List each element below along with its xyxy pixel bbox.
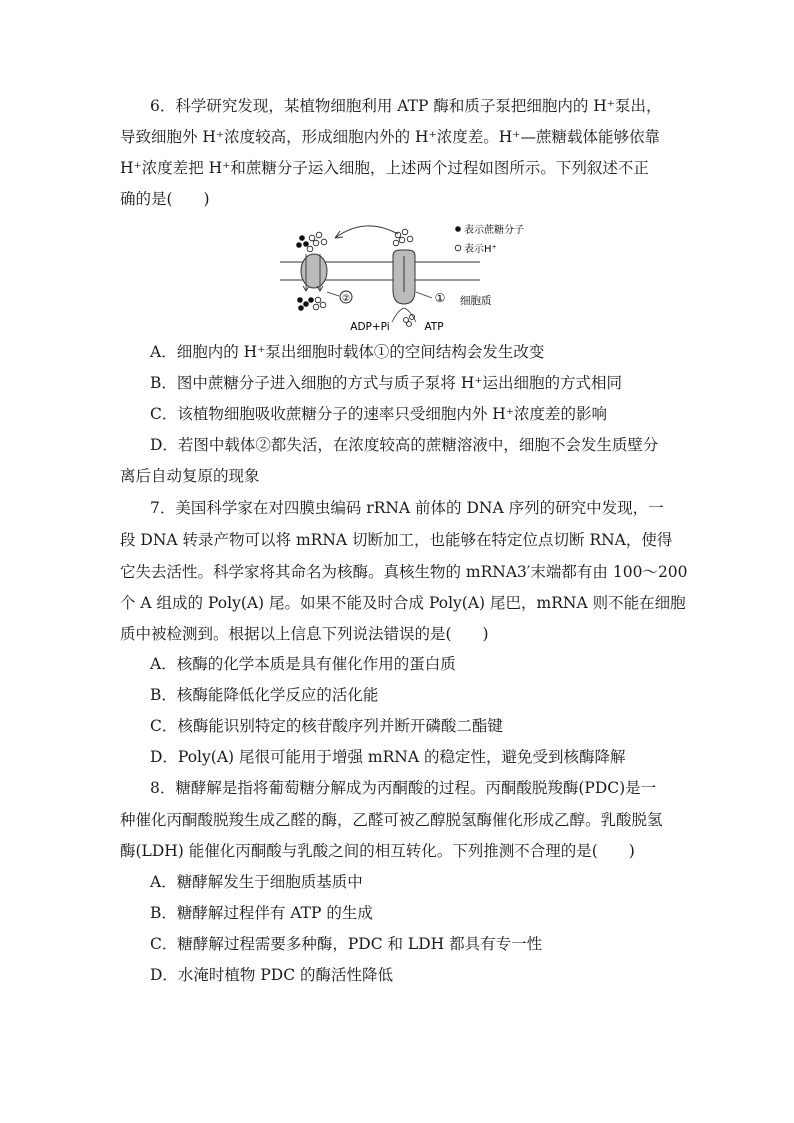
q7-stem-line-4: 个 A 组成的 Poly(A) 尾。如果不能及时合成 Poly(A) 尾巴，mRNA 则不能在细胞 bbox=[120, 594, 686, 612]
label-2: ② bbox=[341, 294, 351, 304]
q7-option-d: D．Poly(A) 尾很可能用于增强 mRNA 的稳定性，避免受到核酶降解 bbox=[150, 748, 626, 766]
h-ion bbox=[407, 236, 413, 242]
q6-stem-line-4: 确的是( ) bbox=[120, 190, 210, 208]
q8-stem-line-1: 8．糖酵解是指将葡萄糖分解成为丙酮酸的过程。丙酮酸脱羧酶(PDC)是一 bbox=[150, 779, 657, 797]
legend-h-swatch bbox=[455, 245, 461, 251]
legend-h-label: 表示H⁺ bbox=[464, 244, 497, 255]
sucrose-molecule bbox=[297, 297, 303, 303]
adp-pi-label: ADP+Pi bbox=[350, 321, 390, 333]
h-ion bbox=[402, 229, 408, 235]
h-ion bbox=[395, 232, 401, 238]
q6-option-d-line-1: D．若图中载体②都失活，在浓度较高的蔗糖溶液中，细胞不会发生质壁分 bbox=[150, 436, 659, 454]
q7-stem-line-2: 段 DNA 转录产物可以将 mRNA 切断加工，也能够在特定位点切断 RNA，使得 bbox=[120, 531, 673, 549]
q6-option-a: A．细胞内的 H⁺泵出细胞时载体①的空间结构会发生改变 bbox=[150, 343, 545, 361]
q8-option-c: C．糖酵解过程需要多种酶，PDC 和 LDH 都具有专一性 bbox=[150, 935, 543, 953]
sucrose-molecule bbox=[308, 297, 314, 303]
sucrose-molecule bbox=[303, 241, 309, 247]
q7-stem-line-3: 它失去活性。科学家将其命名为核酶。真核生物的 mRNA3′末端都有由 100～200 bbox=[120, 563, 688, 581]
h-ion bbox=[321, 239, 327, 245]
q7-option-b: B．核酶能降低化学反应的活化能 bbox=[150, 686, 379, 704]
atp-label: ATP bbox=[424, 321, 444, 333]
adp-arrow bbox=[392, 308, 404, 322]
q8-option-a: A．糖酵解发生于细胞质基质中 bbox=[150, 873, 363, 891]
q6-stem-line-3: H⁺浓度差把 H⁺和蔗糖分子运入细胞，上述两个过程如图所示。下列叙述不正 bbox=[120, 159, 649, 177]
q6-option-c: C．该植物细胞吸收蔗糖分子的速率只受细胞内外 H⁺浓度差的影响 bbox=[150, 405, 607, 423]
q8-option-b: B．糖酵解过程伴有 ATP 的生成 bbox=[150, 904, 373, 922]
h-ion bbox=[309, 235, 315, 241]
h-ion bbox=[307, 246, 313, 252]
q7-option-a: A．核酶的化学本质是具有催化作用的蛋白质 bbox=[150, 655, 456, 673]
q7-option-c: C．核酶能识别特定的核苷酸序列并断开磷酸二酯键 bbox=[150, 717, 503, 735]
q6-option-d-line-2: 离后自动复原的现象 bbox=[120, 467, 260, 485]
h-ion bbox=[320, 302, 326, 308]
legend-sucrose-label: 表示蔗糖分子 bbox=[464, 225, 524, 236]
h-flow-arrowhead bbox=[335, 231, 343, 238]
label-1-leader bbox=[416, 292, 432, 298]
q6-stem-line-1: 6．科学研究发现，某植物细胞利用 ATP 酶和质子泵把细胞内的 H⁺泵出， bbox=[150, 97, 662, 115]
legend-sucrose-swatch bbox=[455, 226, 461, 232]
q6-option-b: B．图中蔗糖分子进入细胞的方式与质子泵将 H⁺运出细胞的方式相同 bbox=[150, 374, 623, 392]
q7-stem-line-1: 7．美国科学家在对四膜虫编码 rRNA 前体的 DNA 序列的研究中发现，一 bbox=[150, 499, 664, 517]
sucrose-molecule bbox=[303, 301, 309, 307]
sucrose-molecule bbox=[298, 305, 304, 311]
q8-option-d: D．水淹时植物 PDC 的酶活性降低 bbox=[150, 966, 393, 984]
q7-stem-line-5: 质中被检测到。根据以上信息下列说法错误的是( ) bbox=[120, 625, 489, 643]
h-flow-arrow bbox=[335, 226, 398, 238]
h-ion bbox=[316, 232, 322, 238]
label-2-leader bbox=[327, 292, 339, 296]
h-ion bbox=[407, 322, 412, 327]
carrier-2-shape bbox=[301, 254, 327, 288]
h-ion bbox=[313, 240, 319, 246]
sucrose-molecule bbox=[299, 235, 305, 241]
h-ion bbox=[313, 304, 319, 310]
h-ion bbox=[399, 237, 405, 243]
h-ion bbox=[393, 240, 399, 246]
q8-stem-line-2: 种催化丙酮酸脱羧生成乙醛的酶，乙醛可被乙醇脱氢酶催化形成乙醇。乳酸脱氢 bbox=[120, 811, 663, 829]
sucrose-molecule bbox=[296, 242, 302, 248]
cytoplasm-label: 细胞质 bbox=[460, 295, 492, 307]
q6-stem-line-2: 导致细胞外 H⁺浓度较高，形成细胞内外的 H⁺浓度差。H⁺—蔗糖载体能够依靠 bbox=[120, 128, 660, 146]
q8-stem-line-3: 酶(LDH) 能催化丙酮酸与乳酸之间的相互转化。下列推测不合理的是( ) bbox=[120, 842, 635, 860]
h-ion bbox=[315, 297, 321, 303]
label-1: ① bbox=[434, 291, 446, 305]
membrane-transport-diagram bbox=[280, 220, 550, 335]
